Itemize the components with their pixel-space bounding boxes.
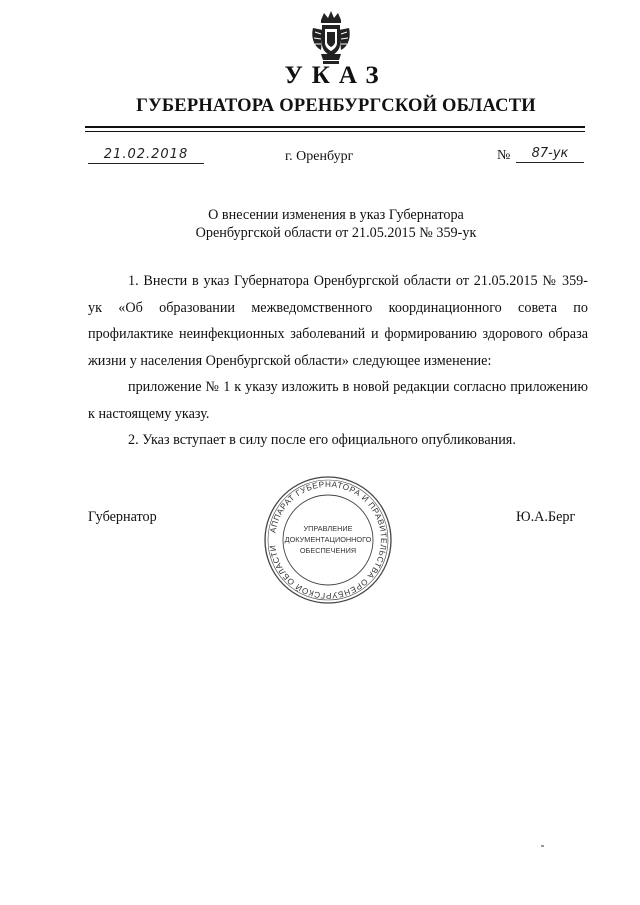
stamp-center-line-3: ОБЕСПЕЧЕНИЯ <box>299 546 357 555</box>
paragraph-3: 2. Указ вступает в силу после его официального опубликования. <box>128 432 516 448</box>
scan-speck <box>541 845 544 847</box>
stamp-ring-text: АППАРАТ ГУБЕРНАТОРА И ПРАВИТЕЛЬСТВА ОРЕНБУРГСКОЙ ОБЛАСТИ <box>268 479 389 601</box>
number-sign: № <box>497 148 511 163</box>
heading-line-2: Оренбургской области от 21.05.2015 № 359-ук <box>195 225 477 241</box>
document-heading <box>150 206 522 242</box>
signatory-name: Ю.А.Берг <box>516 509 576 525</box>
stamp-center-text <box>281 523 375 556</box>
document-subtitle: ГУБЕРНАТОРА ОРЕНБУРГСКОЙ ОБЛАСТИ <box>136 96 536 116</box>
stamp-center-line-1: УПРАВЛЕНИЕ <box>303 524 353 533</box>
header-divider-thick <box>85 126 585 128</box>
paragraph-1: 1. Внести в указ Губернатора Оренбургской области от 21.05.2015 № 359-ук «Об образовании межведомственного координационного совета по профилактике неинфекционных заболеваний и формированию здорового образа жизни у населения Оренбургской области» следующее изменение: <box>88 273 588 369</box>
coat-of-arms-icon <box>309 10 353 66</box>
document-title: УКАЗ <box>284 62 388 89</box>
stamp-center-line-2: ДОКУМЕНТАЦИОННОГО <box>284 535 372 544</box>
header-divider-thin <box>85 131 585 132</box>
document-date: 21.02.2018 <box>88 147 204 164</box>
signatory-title: Губернатор <box>88 509 157 525</box>
heading-line-1: О внесении изменения в указ Губернатора <box>208 207 464 223</box>
document-city: г. Оренбург <box>285 149 354 164</box>
document-body <box>88 268 588 454</box>
paragraph-2: приложение № 1 к указу изложить в новой редакции согласно приложению к настоящему указу. <box>88 379 588 422</box>
document-number: 87-ук <box>516 146 584 163</box>
